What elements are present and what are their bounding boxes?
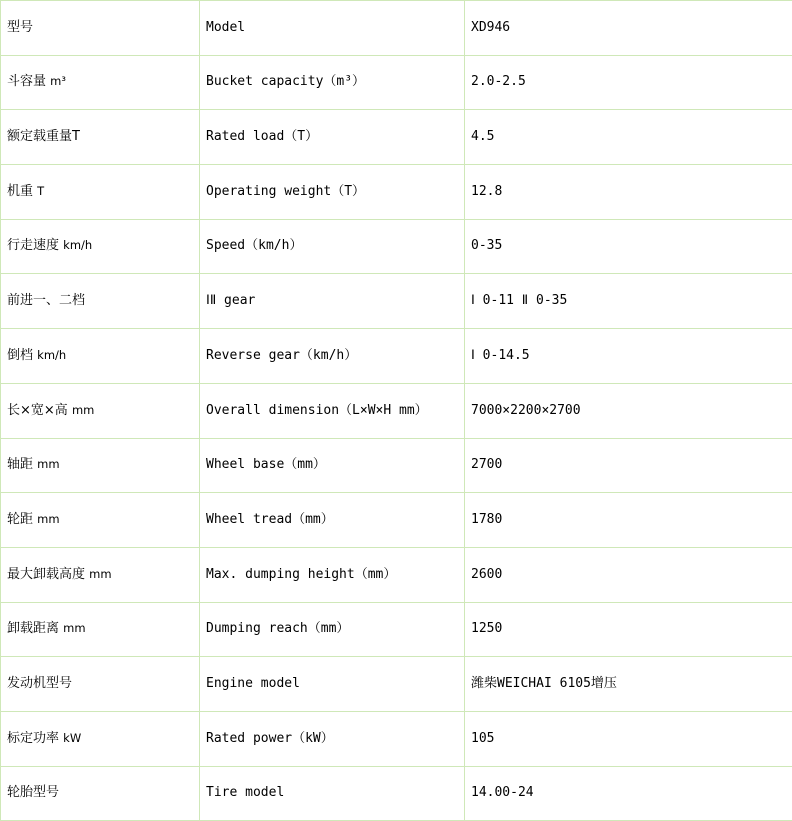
- spec-unit-cn: m³: [50, 74, 66, 88]
- spec-name-cn-text: 倒档: [7, 348, 33, 363]
- spec-name-cn: [1, 274, 200, 329]
- spec-value: 1780: [465, 493, 792, 548]
- spec-name-cn-text: 标定功率: [7, 731, 59, 746]
- spec-name-en: Model: [200, 1, 465, 56]
- spec-name-cn-text: 长×宽×高: [7, 403, 68, 418]
- spec-value: 2.0-2.5: [465, 55, 792, 110]
- spec-name-cn-text: 行走速度: [7, 238, 59, 253]
- table-row: [1, 766, 792, 821]
- spec-name-en: Dumping reach（mm）: [200, 602, 465, 657]
- spec-name-en: Engine model: [200, 657, 465, 712]
- spec-name-en: Operating weight（T）: [200, 165, 465, 220]
- table-row: [1, 711, 792, 766]
- spec-name-cn: [1, 110, 200, 165]
- spec-name-cn-text: 最大卸载高度: [7, 567, 85, 582]
- spec-name-en: Rated power（kW）: [200, 711, 465, 766]
- table-row: [1, 110, 792, 165]
- table-row: [1, 493, 792, 548]
- spec-name-cn-text: 轴距: [7, 457, 33, 472]
- table-row: [1, 438, 792, 493]
- spec-name-cn: [1, 547, 200, 602]
- table-row: [1, 274, 792, 329]
- spec-value: 14.00-24: [465, 766, 792, 821]
- spec-name-cn: [1, 711, 200, 766]
- spec-unit-cn: kW: [63, 731, 81, 745]
- spec-value: 7000×2200×2700: [465, 383, 792, 438]
- spec-name-cn: [1, 602, 200, 657]
- spec-name-cn: [1, 55, 200, 110]
- spec-name-cn-text: 型号: [7, 20, 33, 35]
- spec-name-cn-text: 额定载重量T: [7, 129, 80, 144]
- table-row: [1, 383, 792, 438]
- spec-name-en: Max. dumping height（mm）: [200, 547, 465, 602]
- spec-name-en: Reverse gear（km/h）: [200, 329, 465, 384]
- spec-name-cn: [1, 493, 200, 548]
- table-row: [1, 165, 792, 220]
- spec-value: Ⅰ 0-14.5: [465, 329, 792, 384]
- spec-name-en: Wheel base（mm）: [200, 438, 465, 493]
- spec-name-cn: [1, 383, 200, 438]
- spec-value: 12.8: [465, 165, 792, 220]
- table-row: [1, 55, 792, 110]
- specification-table-body: [1, 1, 792, 821]
- spec-name-cn-text: 卸载距离: [7, 621, 59, 636]
- spec-unit-cn: km/h: [63, 238, 92, 252]
- spec-name-cn: [1, 219, 200, 274]
- spec-name-cn-text: 轮胎型号: [7, 785, 59, 800]
- spec-name-cn: [1, 165, 200, 220]
- spec-value: 2600: [465, 547, 792, 602]
- table-row: [1, 547, 792, 602]
- spec-name-cn-text: 发动机型号: [7, 676, 72, 691]
- spec-name-en: ⅠⅡ gear: [200, 274, 465, 329]
- spec-name-en: Rated load（T）: [200, 110, 465, 165]
- spec-name-en: Bucket capacity（m³）: [200, 55, 465, 110]
- table-row: [1, 219, 792, 274]
- spec-name-cn-text: 前进一、二档: [7, 293, 85, 308]
- spec-name-cn: [1, 657, 200, 712]
- spec-unit-cn: T: [37, 184, 44, 198]
- spec-name-cn-text: 机重: [7, 184, 33, 199]
- spec-value: 105: [465, 711, 792, 766]
- spec-value: Ⅰ 0-11 Ⅱ 0-35: [465, 274, 792, 329]
- table-row: [1, 602, 792, 657]
- table-row: [1, 657, 792, 712]
- table-row: [1, 329, 792, 384]
- spec-name-en: Overall dimension（L×W×H mm）: [200, 383, 465, 438]
- spec-name-cn: [1, 1, 200, 56]
- spec-unit-cn: mm: [37, 512, 59, 526]
- spec-value: 2700: [465, 438, 792, 493]
- spec-value: 潍柴WEICHAI 6105增压: [465, 657, 792, 712]
- spec-name-en: Speed（km/h）: [200, 219, 465, 274]
- spec-unit-cn: mm: [37, 457, 59, 471]
- spec-value: 0-35: [465, 219, 792, 274]
- spec-name-cn: [1, 329, 200, 384]
- spec-name-cn-text: 斗容量: [7, 74, 46, 89]
- spec-name-cn: [1, 438, 200, 493]
- spec-value: 1250: [465, 602, 792, 657]
- spec-name-cn-text: 轮距: [7, 512, 33, 527]
- table-row: [1, 1, 792, 56]
- spec-name-en: Tire model: [200, 766, 465, 821]
- spec-name-en: Wheel tread（mm）: [200, 493, 465, 548]
- spec-unit-cn: mm: [63, 621, 85, 635]
- spec-value: 4.5: [465, 110, 792, 165]
- spec-name-cn: [1, 766, 200, 821]
- spec-value: XD946: [465, 1, 792, 56]
- spec-unit-cn: km/h: [37, 348, 66, 362]
- spec-unit-cn: mm: [89, 567, 111, 581]
- spec-unit-cn: mm: [72, 403, 94, 417]
